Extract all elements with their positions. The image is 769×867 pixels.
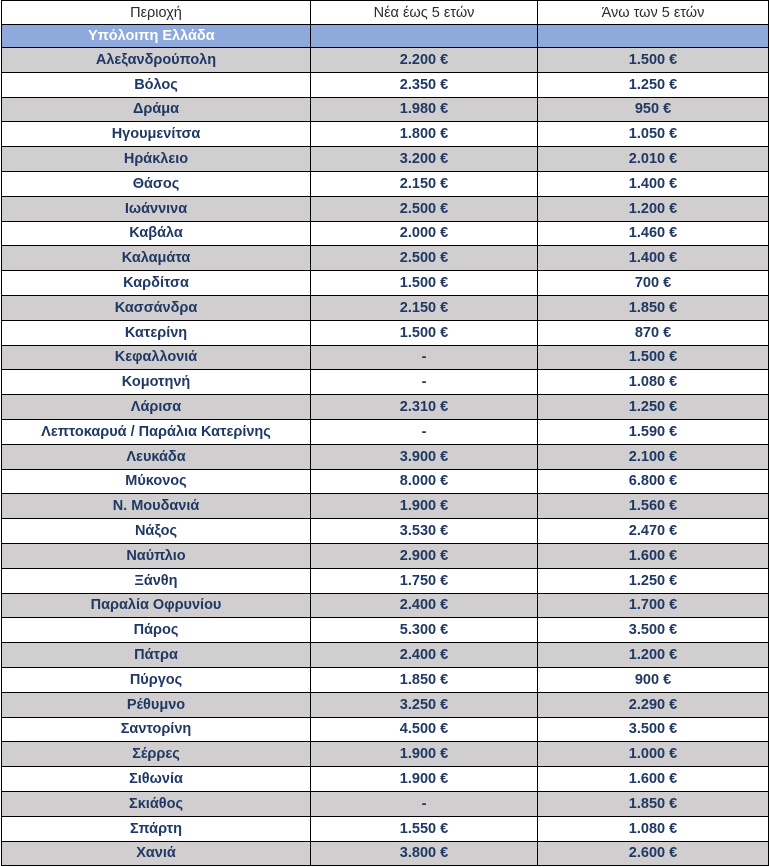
cell-region: Σκιάθος xyxy=(2,791,311,816)
table-row xyxy=(2,221,769,246)
cell-region: Ξάνθη xyxy=(2,568,311,593)
table-row xyxy=(2,717,769,742)
cell-price-over-5: 2.100 € xyxy=(538,444,769,469)
header-region: Περιοχή xyxy=(2,1,311,25)
header-over-5-years: Άνω των 5 ετών xyxy=(538,1,769,25)
cell-price-new: 1.800 € xyxy=(311,122,538,147)
section-row xyxy=(2,25,769,48)
table-row xyxy=(2,196,769,221)
section-label: Υπόλοιπη Ελλάδα xyxy=(2,25,311,48)
cell-price-new: 2.150 € xyxy=(311,295,538,320)
cell-region: Καρδίτσα xyxy=(2,271,311,296)
cell-price-new: 8.000 € xyxy=(311,469,538,494)
cell-price-over-5: 1.850 € xyxy=(538,791,769,816)
cell-region: Ν. Μουδανιά xyxy=(2,494,311,519)
table-row xyxy=(2,469,769,494)
cell-region: Σέρρες xyxy=(2,742,311,767)
cell-price-over-5: 1.560 € xyxy=(538,494,769,519)
table-row xyxy=(2,345,769,370)
cell-price-over-5: 2.010 € xyxy=(538,147,769,172)
cell-price-over-5: 2.470 € xyxy=(538,519,769,544)
cell-price-over-5: 950 € xyxy=(538,97,769,122)
cell-price-new: - xyxy=(311,791,538,816)
table-row xyxy=(2,742,769,767)
table-row xyxy=(2,692,769,717)
table-row xyxy=(2,494,769,519)
cell-price-over-5: 1.250 € xyxy=(538,395,769,420)
cell-price-new: 4.500 € xyxy=(311,717,538,742)
cell-price-over-5: 1.850 € xyxy=(538,295,769,320)
header-row xyxy=(2,1,769,25)
cell-price-over-5: 1.400 € xyxy=(538,171,769,196)
table-row xyxy=(2,643,769,668)
table-row xyxy=(2,767,769,792)
rent-price-table xyxy=(1,0,769,866)
table-row xyxy=(2,72,769,97)
section-empty-cell xyxy=(311,25,538,48)
cell-price-new: 1.500 € xyxy=(311,320,538,345)
cell-region: Πάτρα xyxy=(2,643,311,668)
cell-price-over-5: 1.080 € xyxy=(538,816,769,841)
cell-price-over-5: 2.600 € xyxy=(538,841,769,866)
cell-price-over-5: 6.800 € xyxy=(538,469,769,494)
cell-price-over-5: 2.290 € xyxy=(538,692,769,717)
table-row xyxy=(2,48,769,73)
cell-price-new: - xyxy=(311,345,538,370)
cell-region: Θάσος xyxy=(2,171,311,196)
cell-region: Σπάρτη xyxy=(2,816,311,841)
cell-region: Σαντορίνη xyxy=(2,717,311,742)
header-new-up-to-5-years: Νέα έως 5 ετών xyxy=(311,1,538,25)
cell-region: Μύκονος xyxy=(2,469,311,494)
cell-region: Κασσάνδρα xyxy=(2,295,311,320)
table-row xyxy=(2,568,769,593)
table-row xyxy=(2,519,769,544)
cell-price-new: 1.850 € xyxy=(311,667,538,692)
table-row xyxy=(2,370,769,395)
table-row xyxy=(2,618,769,643)
cell-price-new: - xyxy=(311,370,538,395)
cell-price-new: 1.900 € xyxy=(311,742,538,767)
cell-price-new: 1.980 € xyxy=(311,97,538,122)
table-row xyxy=(2,444,769,469)
cell-price-over-5: 1.400 € xyxy=(538,246,769,271)
table-row xyxy=(2,271,769,296)
cell-price-new: 2.500 € xyxy=(311,196,538,221)
table-row xyxy=(2,295,769,320)
cell-region: Χανιά xyxy=(2,841,311,866)
cell-price-new: 1.550 € xyxy=(311,816,538,841)
cell-price-over-5: 900 € xyxy=(538,667,769,692)
cell-price-over-5: 1.050 € xyxy=(538,122,769,147)
cell-price-over-5: 1.600 € xyxy=(538,543,769,568)
cell-region: Ναύπλιο xyxy=(2,543,311,568)
cell-price-new: 2.000 € xyxy=(311,221,538,246)
cell-price-new: 2.400 € xyxy=(311,593,538,618)
table-row xyxy=(2,246,769,271)
cell-region: Αλεξανδρούπολη xyxy=(2,48,311,73)
cell-price-new: 2.350 € xyxy=(311,72,538,97)
cell-region: Νάξος xyxy=(2,519,311,544)
cell-price-new: 2.900 € xyxy=(311,543,538,568)
table-row xyxy=(2,147,769,172)
cell-region: Πάρος xyxy=(2,618,311,643)
table-row xyxy=(2,320,769,345)
cell-price-new: 1.900 € xyxy=(311,767,538,792)
cell-region: Δράμα xyxy=(2,97,311,122)
table-row xyxy=(2,543,769,568)
table-row xyxy=(2,395,769,420)
cell-region: Ηγουμενίτσα xyxy=(2,122,311,147)
cell-price-over-5: 1.080 € xyxy=(538,370,769,395)
cell-price-over-5: 3.500 € xyxy=(538,618,769,643)
cell-price-new: 3.530 € xyxy=(311,519,538,544)
cell-price-over-5: 3.500 € xyxy=(538,717,769,742)
cell-price-new: 3.900 € xyxy=(311,444,538,469)
cell-price-over-5: 1.000 € xyxy=(538,742,769,767)
cell-price-new: 3.250 € xyxy=(311,692,538,717)
cell-price-new: 2.500 € xyxy=(311,246,538,271)
cell-price-new: - xyxy=(311,419,538,444)
cell-region: Ρέθυμνο xyxy=(2,692,311,717)
cell-price-over-5: 1.600 € xyxy=(538,767,769,792)
cell-price-over-5: 1.460 € xyxy=(538,221,769,246)
cell-region: Πύργος xyxy=(2,667,311,692)
cell-price-new: 2.200 € xyxy=(311,48,538,73)
cell-price-new: 3.200 € xyxy=(311,147,538,172)
cell-price-new: 1.750 € xyxy=(311,568,538,593)
cell-price-over-5: 1.590 € xyxy=(538,419,769,444)
cell-region: Λάρισα xyxy=(2,395,311,420)
cell-price-over-5: 1.200 € xyxy=(538,196,769,221)
cell-price-new: 1.500 € xyxy=(311,271,538,296)
cell-region: Λεπτοκαρυά / Παράλια Κατερίνης xyxy=(2,419,311,444)
cell-price-new: 5.300 € xyxy=(311,618,538,643)
cell-region: Κατερίνη xyxy=(2,320,311,345)
table-row xyxy=(2,122,769,147)
cell-price-new: 2.310 € xyxy=(311,395,538,420)
cell-price-new: 3.800 € xyxy=(311,841,538,866)
cell-region: Ιωάννινα xyxy=(2,196,311,221)
cell-price-over-5: 1.250 € xyxy=(538,568,769,593)
table-row xyxy=(2,593,769,618)
cell-region: Βόλος xyxy=(2,72,311,97)
table-row xyxy=(2,171,769,196)
cell-region: Καλαμάτα xyxy=(2,246,311,271)
cell-region: Καβάλα xyxy=(2,221,311,246)
cell-price-over-5: 1.500 € xyxy=(538,48,769,73)
section-empty-cell xyxy=(538,25,769,48)
cell-price-new: 2.150 € xyxy=(311,171,538,196)
cell-region: Κεφαλλονιά xyxy=(2,345,311,370)
table-row xyxy=(2,97,769,122)
cell-region: Σιθωνία xyxy=(2,767,311,792)
table-row xyxy=(2,419,769,444)
cell-region: Λευκάδα xyxy=(2,444,311,469)
cell-region: Κομοτηνή xyxy=(2,370,311,395)
cell-region: Παραλία Οφρυνίου xyxy=(2,593,311,618)
table-row xyxy=(2,816,769,841)
table-row xyxy=(2,667,769,692)
cell-price-over-5: 870 € xyxy=(538,320,769,345)
cell-region: Ηράκλειο xyxy=(2,147,311,172)
cell-price-over-5: 1.500 € xyxy=(538,345,769,370)
cell-price-over-5: 1.250 € xyxy=(538,72,769,97)
cell-price-new: 1.900 € xyxy=(311,494,538,519)
table-row xyxy=(2,841,769,866)
cell-price-over-5: 1.700 € xyxy=(538,593,769,618)
cell-price-over-5: 700 € xyxy=(538,271,769,296)
cell-price-new: 2.400 € xyxy=(311,643,538,668)
cell-price-over-5: 1.200 € xyxy=(538,643,769,668)
table-row xyxy=(2,791,769,816)
